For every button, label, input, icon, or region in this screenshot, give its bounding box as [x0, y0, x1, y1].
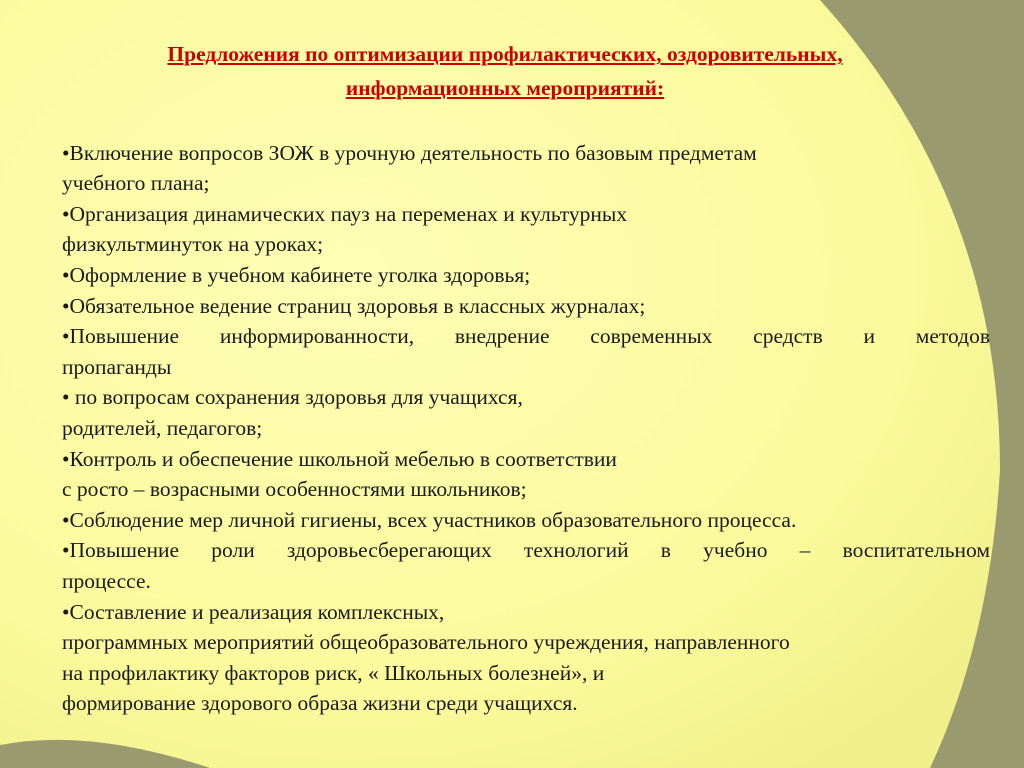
list-item: •Составление и реализация комплексных,	[62, 600, 445, 624]
list-item: •Включение вопросов ЗОЖ в урочную деятельность по базовым предметам	[62, 141, 757, 165]
list-item: •Организация динамических пауз на переменах и культурных	[62, 202, 628, 226]
list-item: •Повышение роли здоровьесберегающих технологий в учебно – воспитательном	[62, 538, 990, 562]
list-item: формирование здорового образа жизни среди учащихся.	[62, 691, 578, 715]
list-item: на профилактику факторов риск, « Школьных болезней», и	[62, 661, 605, 685]
list-item: учебного плана;	[62, 171, 210, 195]
list-item: родителей, педагогов;	[62, 416, 263, 440]
list-item: физкультминуток на уроках;	[62, 232, 324, 256]
slide-title-line-1: Предложения по оптимизации профилактических, оздоровительных,	[167, 42, 843, 66]
list-item: •Повышение информированности, внедрение современных средств и методов	[62, 324, 990, 348]
list-item: •Обязательное ведение страниц здоровья в классных журналах;	[62, 294, 646, 318]
slide-title-line-2: информационных мероприятий:	[345, 76, 665, 100]
list-item: •Оформление в учебном кабинете уголка здоровья;	[62, 263, 531, 287]
list-item: •Соблюдение мер личной гигиены, всех участников образовательного процесса.	[62, 508, 797, 532]
list-item: пропаганды	[62, 355, 172, 379]
list-item: •Контроль и обеспечение школьной мебелью в соответствии	[62, 447, 617, 471]
list-item: процессе.	[62, 569, 151, 593]
list-item: • по вопросам сохранения здоровья для учащихся,	[62, 385, 523, 409]
list-item: с росто – возрасными особенностями школьников;	[62, 477, 527, 501]
list-item: программных мероприятий общеобразовательного учреждения, направленного	[62, 630, 790, 654]
